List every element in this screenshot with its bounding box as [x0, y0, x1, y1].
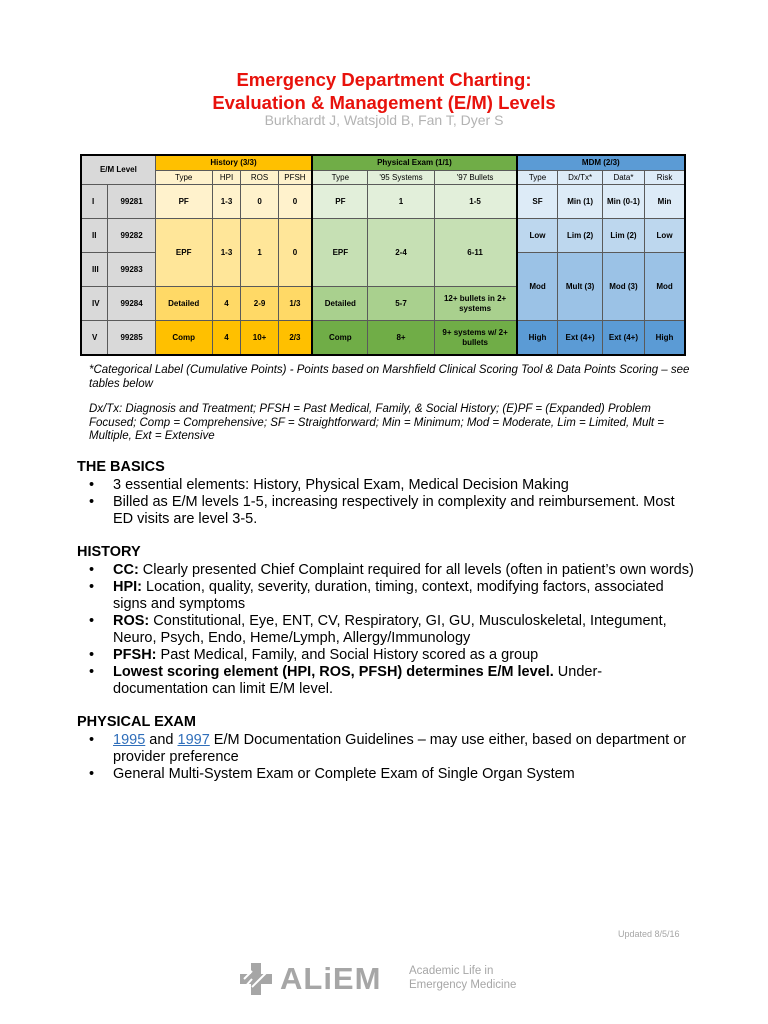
level-roman: IV: [81, 287, 108, 321]
mdm-risk-cell: Low: [645, 219, 685, 253]
item-text: Under-documentation can limit E/M level.: [113, 664, 603, 697]
history-pfsh-header: PFSH: [278, 171, 312, 185]
aliem-logo: [238, 961, 538, 997]
level-roman: V: [81, 321, 108, 356]
mdm-data-cell: Ext (4+): [602, 321, 644, 356]
mdm-dxtx-cell: Ext (4+): [558, 321, 602, 356]
basics-list: [77, 477, 697, 528]
item-label: ROS:: [113, 613, 150, 629]
exam-97-cell: 9+ systems w/ 2+ bullets: [434, 321, 517, 356]
history-type-cell: PF: [155, 185, 212, 219]
history-pfsh-cell: 0: [278, 185, 312, 219]
list-item: • General Multi-System Exam or Complete Exam of Single Organ System: [77, 766, 697, 783]
history-pfsh-cell: 0: [278, 219, 312, 287]
mdm-group-header: MDM (2/3): [517, 155, 685, 171]
item-text: Past Medical, Family, and Social History scored as a group: [156, 647, 539, 663]
history-hpi-header: HPI: [212, 171, 241, 185]
document-title-line-1: Emergency Department Charting:: [236, 69, 532, 90]
list-item: • Billed as E/M levels 1-5, increasing respectively in complexity and reimbursement. Most ED visits are level 3-5.: [77, 494, 697, 528]
history-hpi-cell: 4: [212, 321, 241, 356]
item-text: Constitutional, Eye, ENT, CV, Respiratory, GI, GU, Musculoskeletal, Integument, Neuro, Psych, Endo, Heme/Lymph, Allergy/Immunology: [113, 613, 667, 646]
history-type-cell: Detailed: [155, 287, 212, 321]
exam-type-cell: Comp: [312, 321, 368, 356]
exam-97-cell: 6-11: [434, 219, 517, 287]
item-label: PFSH:: [113, 647, 157, 663]
mdm-type-cell: Mod: [517, 253, 558, 321]
history-type-cell: EPF: [155, 219, 212, 287]
mdm-data-header: Data*: [602, 171, 644, 185]
mdm-risk-cell: Min: [645, 185, 685, 219]
exam-type-cell: EPF: [312, 219, 368, 287]
list-item: [77, 613, 697, 647]
item-label: Lowest scoring element (HPI, ROS, PFSH) determines E/M level.: [113, 664, 554, 680]
history-type-header: Type: [155, 171, 212, 185]
history-hpi-cell: 1-3: [212, 219, 241, 287]
exam-95-cell: 8+: [368, 321, 434, 356]
level-roman: II: [81, 219, 108, 253]
history-type-cell: Comp: [155, 321, 212, 356]
and-text: and: [145, 732, 178, 748]
mdm-data-cell: Lim (2): [602, 219, 644, 253]
exam-type-header: Type: [312, 171, 368, 185]
item-text: Clearly presented Chief Complaint required for all levels (often in patient’s own words): [138, 562, 694, 578]
level-code: 99281: [108, 185, 155, 219]
aliem-tagline-2: Emergency Medicine: [409, 979, 517, 991]
exam-group-header: Physical Exam (1/1): [312, 155, 516, 171]
mdm-dxtx-cell: Min (1): [558, 185, 602, 219]
mdm-type-cell: High: [517, 321, 558, 356]
mdm-dxtx-header: Dx/Tx*: [558, 171, 602, 185]
mdm-risk-cell: Mod: [645, 253, 685, 321]
mdm-data-cell: Min (0-1): [602, 185, 644, 219]
item-label: CC:: [113, 562, 139, 578]
content-body: [77, 459, 697, 799]
document-title-line-2: Evaluation & Management (E/M) Levels: [212, 92, 556, 113]
list-item: [77, 732, 697, 766]
authors: Burkhardt J, Watsjold B, Fan T, Dyer S: [264, 112, 504, 128]
history-hpi-cell: 1-3: [212, 185, 241, 219]
history-ros-cell: 0: [241, 185, 278, 219]
history-ros-cell: 2-9: [241, 287, 278, 321]
mdm-risk-header: Risk: [645, 171, 685, 185]
level-code: 99284: [108, 287, 155, 321]
guidelines-text: E/M Documentation Guidelines – may use either, based on department or provider preference: [113, 732, 687, 765]
exam-95-cell: 5-7: [368, 287, 434, 321]
history-ros-cell: 1: [241, 219, 278, 287]
item-label: HPI:: [113, 579, 142, 595]
history-heading: HISTORY: [77, 544, 141, 560]
guidelines-1995-link[interactable]: 1995: [113, 732, 146, 748]
exam-type-cell: PF: [312, 185, 368, 219]
history-hpi-cell: 4: [212, 287, 241, 321]
basics-heading: THE BASICS: [77, 459, 165, 475]
level-code: 99283: [108, 253, 155, 287]
em-level-header: E/M Level: [81, 155, 155, 185]
history-ros-cell: 10+: [241, 321, 278, 356]
exam-97-header: '97 Bullets: [434, 171, 517, 185]
aliem-tagline-1: Academic Life in: [409, 965, 494, 977]
exam-97-cell: 12+ bullets in 2+ systems: [434, 287, 517, 321]
list-item: [77, 664, 697, 698]
mdm-type-cell: Low: [517, 219, 558, 253]
list-item: [77, 562, 697, 579]
history-pfsh-cell: 2/3: [278, 321, 312, 356]
history-list: [77, 562, 697, 698]
updated-date: Updated 8/5/16: [618, 929, 680, 939]
exam-type-cell: Detailed: [312, 287, 368, 321]
history-ros-header: ROS: [241, 171, 278, 185]
list-item: [77, 579, 697, 613]
history-pfsh-cell: 1/3: [278, 287, 312, 321]
aliem-cross-icon: [238, 962, 274, 996]
exam-list: [77, 732, 697, 783]
mdm-type-header: Type: [517, 171, 558, 185]
mdm-data-cell: Mod (3): [602, 253, 644, 321]
exam-95-cell: 2-4: [368, 219, 434, 287]
level-roman: III: [81, 253, 108, 287]
categorical-note: *Categorical Label (Cumulative Points) - Points based on Marshfield Clinical Scoring Tool & Data Points Scoring – see tables below: [89, 364, 690, 390]
exam-95-header: '95 Systems: [368, 171, 434, 185]
guidelines-1997-link[interactable]: 1997: [177, 732, 210, 748]
level-code: 99285: [108, 321, 155, 356]
mdm-dxtx-cell: Lim (2): [558, 219, 602, 253]
aliem-logo-text: ALiEM: [280, 961, 382, 996]
mdm-type-cell: SF: [517, 185, 558, 219]
exam-heading: PHYSICAL EXAM: [77, 714, 196, 730]
mdm-risk-cell: High: [645, 321, 685, 356]
history-group-header: History (3/3): [155, 155, 312, 171]
list-item: • 3 essential elements: History, Physical Exam, Medical Decision Making: [77, 477, 697, 494]
list-item: [77, 647, 697, 664]
abbreviations-note: Dx/Tx: Diagnosis and Treatment; PFSH = Past Medical, Family, & Social History; (E)PF = (Expanded) Problem Focused; Comp = Comprehensive; SF = Straightforward; Min = Minimum; Mod = Moderate, Lim = Limited, Mult = Multiple, Ext = Extensive: [89, 403, 665, 442]
item-text: Location, quality, severity, duration, timing, context, modifying factors, associated signs and symptoms: [113, 579, 664, 612]
mdm-dxtx-cell: Mult (3): [558, 253, 602, 321]
level-code: 99282: [108, 219, 155, 253]
level-roman: I: [81, 185, 108, 219]
em-levels-table: [80, 154, 686, 356]
exam-97-cell: 1-5: [434, 185, 517, 219]
exam-95-cell: 1: [368, 185, 434, 219]
